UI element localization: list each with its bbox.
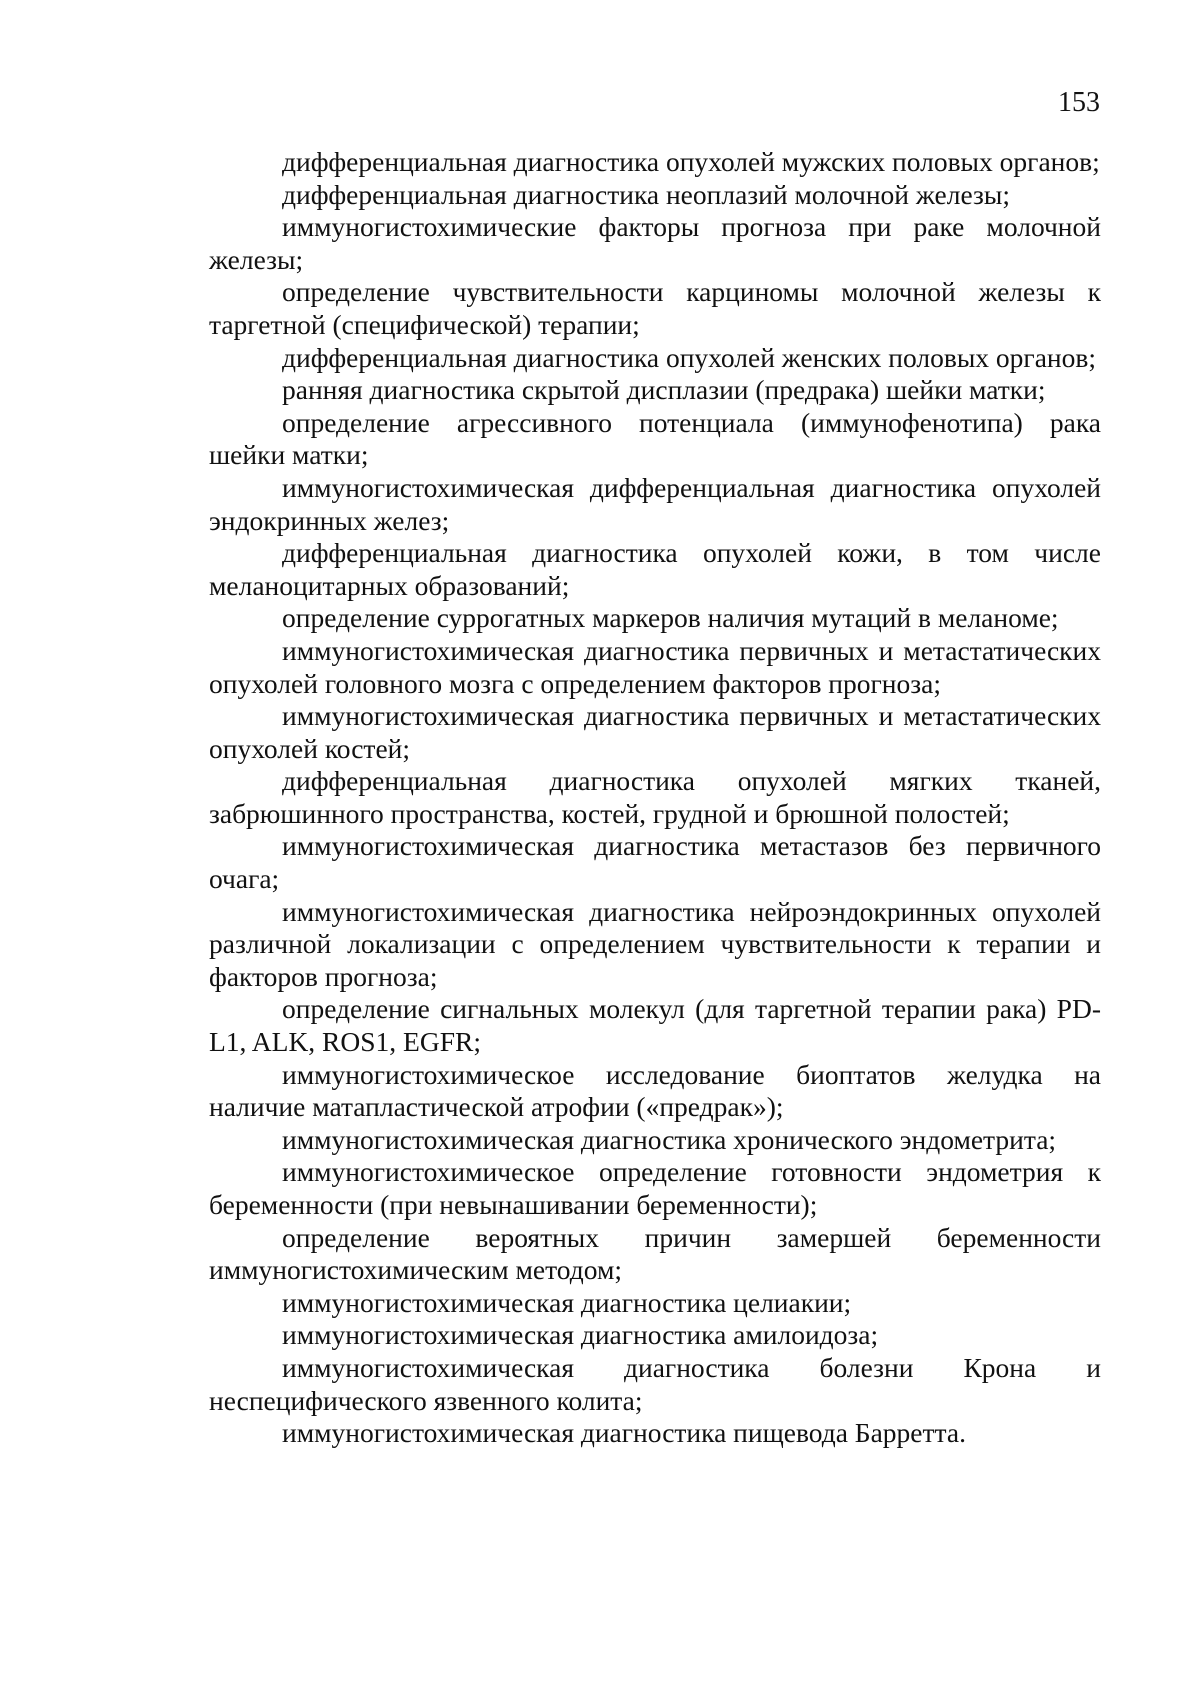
list-item: иммуногистохимическая диагностика нейроэндокринных опухолей различной локализации с определением чувствительности к терапии и факторов прогноза;	[209, 895, 1101, 992]
list-item: определение сигнальных молекул (для таргетной терапии рака) PD-L1, ALK, ROS1, EGFR;	[209, 993, 1101, 1058]
list-item: определение суррогатных маркеров наличия мутаций в меланоме;	[282, 602, 1059, 634]
list-item: ранняя диагностика скрытой дисплазии (предрака) шейки матки;	[282, 374, 1046, 406]
list-item: иммуногистохимическая диагностика болезни Крона и неспецифического язвенного колита;	[209, 1351, 1101, 1416]
list-item: иммуногистохимическая диагностика амилоидоза;	[282, 1319, 879, 1351]
list-item: дифференциальная диагностика опухолей мягких тканей, забрюшинного пространства, костей, грудной и брюшной полостей;	[209, 765, 1101, 829]
list-item: иммуногистохимическое определение готовности эндометрия к беременности (при невынашивании беременности);	[209, 1156, 1101, 1220]
list-item: дифференциальная диагностика опухолей мужских половых органов;	[282, 146, 1100, 177]
list-item: иммуногистохимическая диагностика первичных и метастатических опухолей головного мозга с определением факторов прогноза;	[209, 634, 1101, 699]
list-item: определение агрессивного потенциала (иммунофенотипа) рака шейки матки;	[209, 406, 1101, 471]
list-item: иммуногистохимическое исследование биоптатов желудка на наличие матапластической атрофии («предрак»);	[209, 1058, 1101, 1123]
list-item: иммуногистохимическая диагностика метастазов без первичного очага;	[209, 830, 1101, 895]
list-item: иммуногистохимическая диагностика целиакии;	[282, 1286, 852, 1318]
list-item: иммуногистохимическая диагностика хронического эндометрита;	[282, 1123, 1057, 1155]
list-item: дифференциальная диагностика неоплазий молочной железы;	[282, 178, 1010, 210]
list-item: иммуногистохимическая дифференциальная диагностика опухолей эндокринных желез;	[209, 471, 1101, 536]
page-number: 153	[1058, 87, 1100, 118]
list-item: иммуногистохимическая диагностика первичных и метастатических опухолей костей;	[209, 700, 1101, 764]
document-body	[209, 146, 1101, 1450]
list-item: дифференциальная диагностика опухолей женских половых органов;	[282, 341, 1097, 373]
list-item: иммуногистохимические факторы прогноза при раке молочной железы;	[209, 211, 1101, 275]
list-item: иммуногистохимическая диагностика пищевода Барретта.	[282, 1417, 966, 1449]
list-item: дифференциальная диагностика опухолей кожи, в том числе меланоцитарных образований;	[209, 537, 1101, 601]
list-item: определение вероятных причин замершей беременности иммуногистохимическим методом;	[209, 1221, 1101, 1286]
list-item: определение чувствительности карциномы молочной железы к таргетной (специфической) терапии;	[209, 276, 1101, 340]
